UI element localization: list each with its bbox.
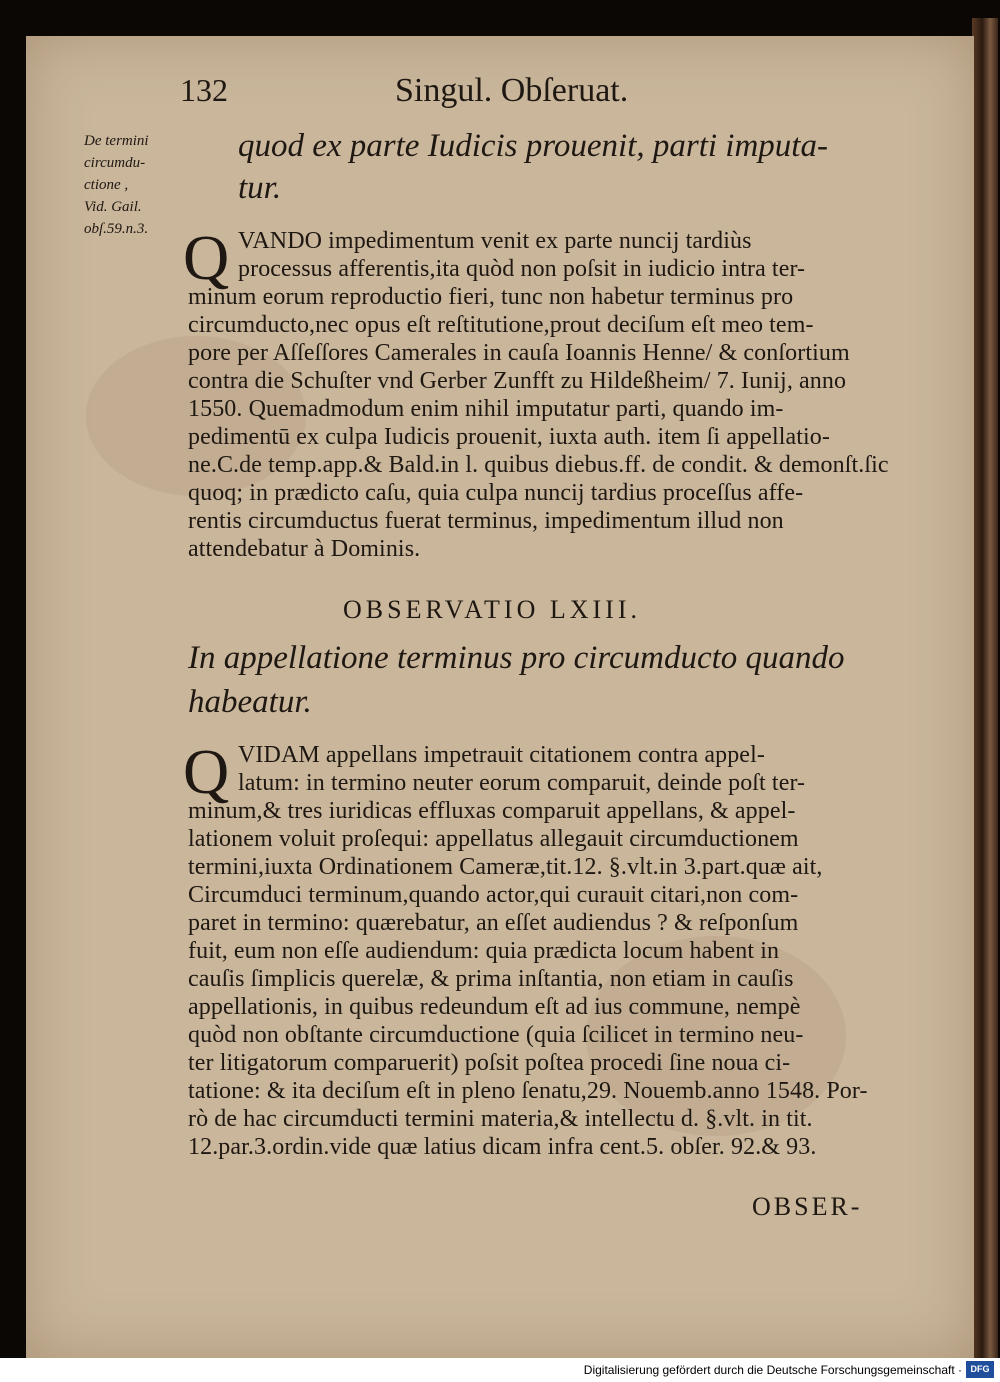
margin-note-line: Vid. Gail. — [84, 199, 142, 215]
margin-note-line: obſ.59.n.3. — [84, 221, 149, 237]
margin-note-line: ctione , — [84, 177, 129, 193]
footer-credit-text: Digitalisierung gefördert durch die Deutsche Forschungsgemeinschaft · — [583, 1363, 962, 1377]
body-line: attendebatur à Dominis. — [188, 536, 421, 562]
body-line: ter litigatorum comparuerit) poſsit poſtea procedi ſine noua ci- — [188, 1050, 791, 1076]
running-title: Singul. Obſeruat. — [395, 72, 629, 109]
body-line: quoq; in prædicto caſu, quia culpa nuncij tardius proceſſus affe- — [188, 480, 804, 506]
body-line: appellationis, in quibus redeundum eſt ad ius commune, nempè — [188, 994, 801, 1020]
body-line: circumducto,nec opus eſt reſtitutione,prout deciſum eſt meo tem- — [188, 312, 814, 338]
body-line: quòd non obſtante circumductione (quia ſcilicet in termino neu- — [188, 1022, 804, 1048]
drop-cap: Q — [183, 736, 230, 807]
margin-note-line: circumdu- — [84, 155, 146, 171]
body-line: minum,& tres iuridicas effluxas comparuit appellans, & appel- — [188, 798, 796, 824]
section-heading-line: quod ex parte Iudicis prouenit, parti imputa- — [238, 128, 828, 164]
body-line: paret in termino: quærebatur, an eſſet audiendus ? & reſponſum — [188, 910, 799, 936]
body-line: VANDO impedimentum venit ex parte nuncij tardiùs — [238, 228, 752, 254]
body-line: 1550. Quemadmodum enim nihil imputatur parti, quando im- — [188, 396, 784, 422]
body-line: pedimentū ex culpa Iudicis prouenit, iuxta auth. item ſi appellatio- — [188, 424, 830, 450]
margin-note-line: De termini — [84, 133, 149, 149]
body-line: cauſis ſimplicis querelæ, & prima inſtantia, non etiam in cauſis — [188, 966, 794, 992]
body-line: minum eorum reproductio fieri, tunc non habetur terminus pro — [188, 284, 794, 310]
body-line: termini,iuxta Ordinationem Cameræ,tit.12. §.vlt.in 3.part.quæ ait, — [188, 854, 823, 880]
body-line: processus afferentis,ita quòd non poſsit in iudicio intra ter- — [238, 256, 806, 282]
page-number: 132 — [180, 72, 228, 108]
body-line: latum: in termino neuter eorum comparuit, deinde poſt ter- — [238, 770, 806, 796]
body-line: 12.par.3.ordin.vide quæ latius dicam infra cent.5. obſer. 92.& 93. — [188, 1134, 817, 1160]
drop-cap: Q — [183, 222, 230, 293]
body-line: VIDAM appellans impetrauit citationem contra appel- — [238, 742, 765, 768]
body-line: lationem voluit proſequi: appellatus allegauit circumductionem — [188, 826, 799, 852]
observation-heading-line: habeatur. — [188, 684, 312, 720]
body-line: rentis circumductus fuerat terminus, impedimentum illud non — [188, 508, 784, 534]
observation-heading-line: In appellatione terminus pro circumducto quando — [188, 640, 845, 676]
section-heading-line: tur. — [238, 170, 282, 206]
body-line: Circumduci terminum,quando actor,qui curauit citari,non com- — [188, 882, 799, 908]
digitization-footer — [0, 1358, 1000, 1382]
catchword: OBSER- — [752, 1192, 863, 1221]
body-line: ne.C.de temp.app.& Bald.in l. quibus diebus.ff. de condit. & demonſt.ſic — [188, 452, 889, 478]
body-line: contra die Schuſter vnd Gerber Zunfft zu Hildeßheim/ 7. Iunij, anno — [188, 368, 847, 394]
body-line: tatione: & ita deciſum eſt in pleno ſenatu,29. Nouemb.anno 1548. Por- — [188, 1078, 868, 1104]
body-line: fuit, eum non eſſe audiendum: quia prædicta locum habent in — [188, 938, 780, 964]
body-line: rò de hac circumducti termini materia,& intellectu d. §.vlt. in tit. — [188, 1106, 813, 1132]
book-spine-edge — [972, 18, 998, 1358]
dfg-logo[interactable]: DFG — [966, 1361, 994, 1378]
body-line: pore per Aſſeſſores Camerales in cauſa Ioannis Henne/ & conſortium — [188, 340, 850, 366]
observation-title: OBSERVATIO LXIII. — [343, 595, 641, 624]
